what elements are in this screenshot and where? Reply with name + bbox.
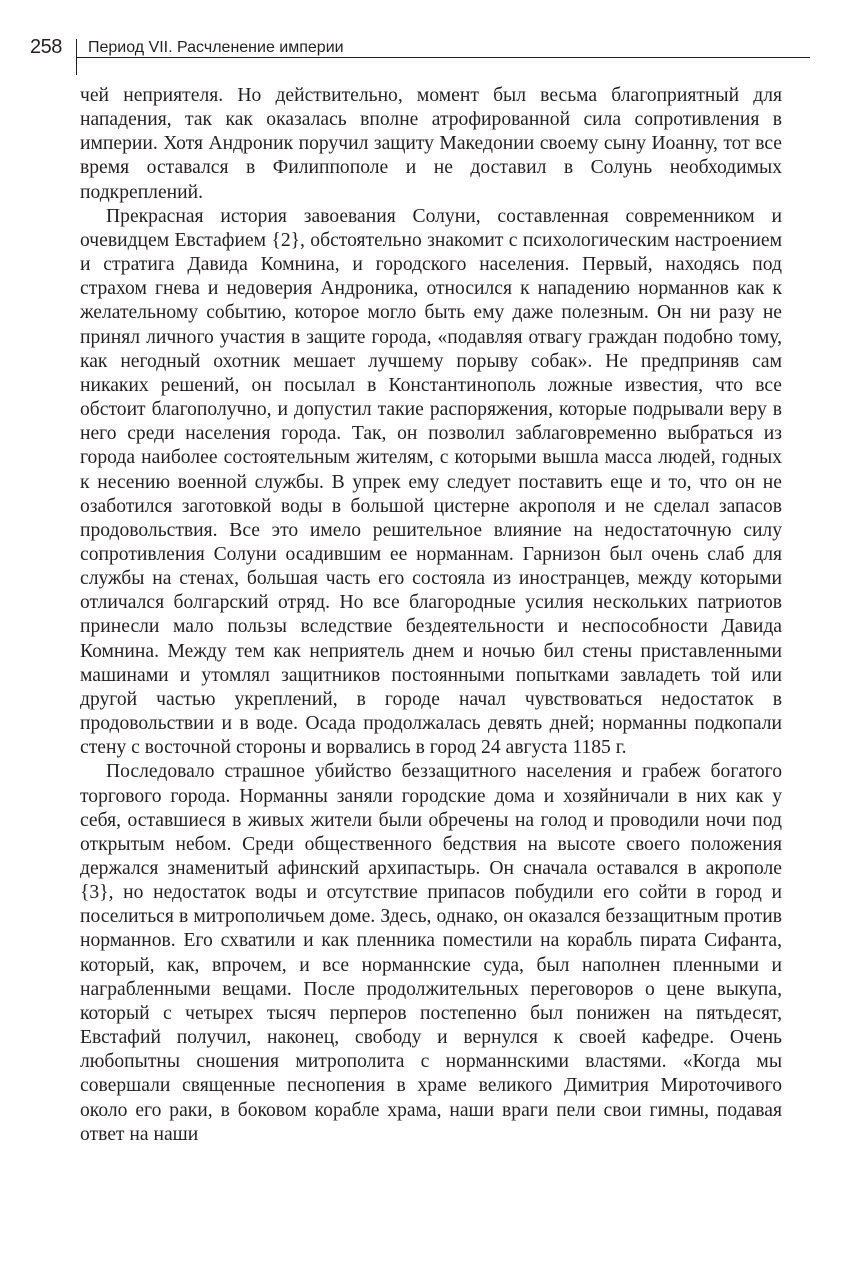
running-title: Период VII. Расчленение империи (88, 39, 344, 56)
body-text (80, 84, 782, 1147)
page-number: 258 (30, 36, 62, 58)
page-header (30, 34, 780, 62)
paragraph-continuation: чей неприятеля. Но действительно, момент был весьма благоприятный для нападения, так как оказалась вполне атрофированной сила сопротивления в империи. Хотя Андроник поручил защиту Македонии своему сыну Иоанну, тот все время оставался в Филиппополе и не доставил в Солунь необходимых подкреплений. (80, 85, 782, 203)
paragraph-aftermath: Последовало страшное убийство беззащитного населения и грабеж богатого торгового города. Норманны заняли городские дома и хозяйничали в них как у себя, оставшиеся в живых жители были обречены на голод и проводили ночи под открытым небом. Среди общественного бедствия на высоте своего положения держался знаменитый афинский архипастырь. Он сначала оставался в акрополе {3}, но недостаток воды и отсутствие припасов побудили его сойти в город и поселиться в митрополичьем доме. Здесь, однако, он оказался беззащитным против норманнов. Его схватили и как пленника поместили на корабль пирата Сифанта, который, как, впрочем, и все норманнские суда, был наполнен пленными и награбленными вещами. После продолжительных переговоров о цене выкупа, который с четырех тысяч перперов постепенно был понижен на пятьдесят, Евстафий получил, наконец, свободу и вернулся к своей кафедре. Очень любопытны сношения митрополита с норманнскими властями. «Когда мы совершали священные песнопения в храме великого Димитрия Мироточивого около его раки, в боковом корабле храма, наши враги пели свои гимны, подавая ответ на наши (80, 761, 782, 1145)
paragraph-siege-of-thessalonica: Прекрасная история завоевания Солуни, составленная современником и очевидцем Евстафием {2}, обстоятельно знакомит с психологическим настроением и стратига Давида Комнина, и городского населения. Первый, находясь под страхом гнева и недоверия Андроника, относился к нападению норманнов как к желательному событию, которое могло быть ему даже полезным. Он ни разу не принял личного участия в защите города, «подавляя отвагу граждан подобно тому, как негодный охотник мешает лучшему порыву собак». Не предприняв сам никаких решений, он посылал в Константинополь ложные известия, что все обстоит благополучно, и допустил такие распоряжения, которые подрывали веру в него среди населения города. Так, он позволил заблаговременно выбраться из города наиболее состоятельным жителям, с которыми вышла масса людей, годных к несению военной службы. В упрек ему следует поставить еще и то, что он не озаботился заготовкой воды в большой цистерне акрополя и не сделал запасов продовольствия. Все это имело решительное влияние на недостаточную силу сопротивления Солуни осадившим ее норманнам. Гарнизон был очень слаб для службы на стенах, большая часть его состояла из иностранцев, между которыми отличался болгарский отряд. Но все благородные усилия нескольких патриотов принесли мало пользы вследствие бездеятельности и неспособности Давида Комнина. Между тем как неприятель днем и ночью бил стены приставленными машинами и утомлял защитников постоянными попытками завладеть той или другой частью укреплений, в городе начал чувствоваться недостаток в продовольствии и в воде. Осада продолжалась девять дней; норманны подкопали стену с восточной стороны и ворвались в город 24 августа 1185 г. (80, 205, 782, 759)
header-rule (76, 57, 810, 58)
